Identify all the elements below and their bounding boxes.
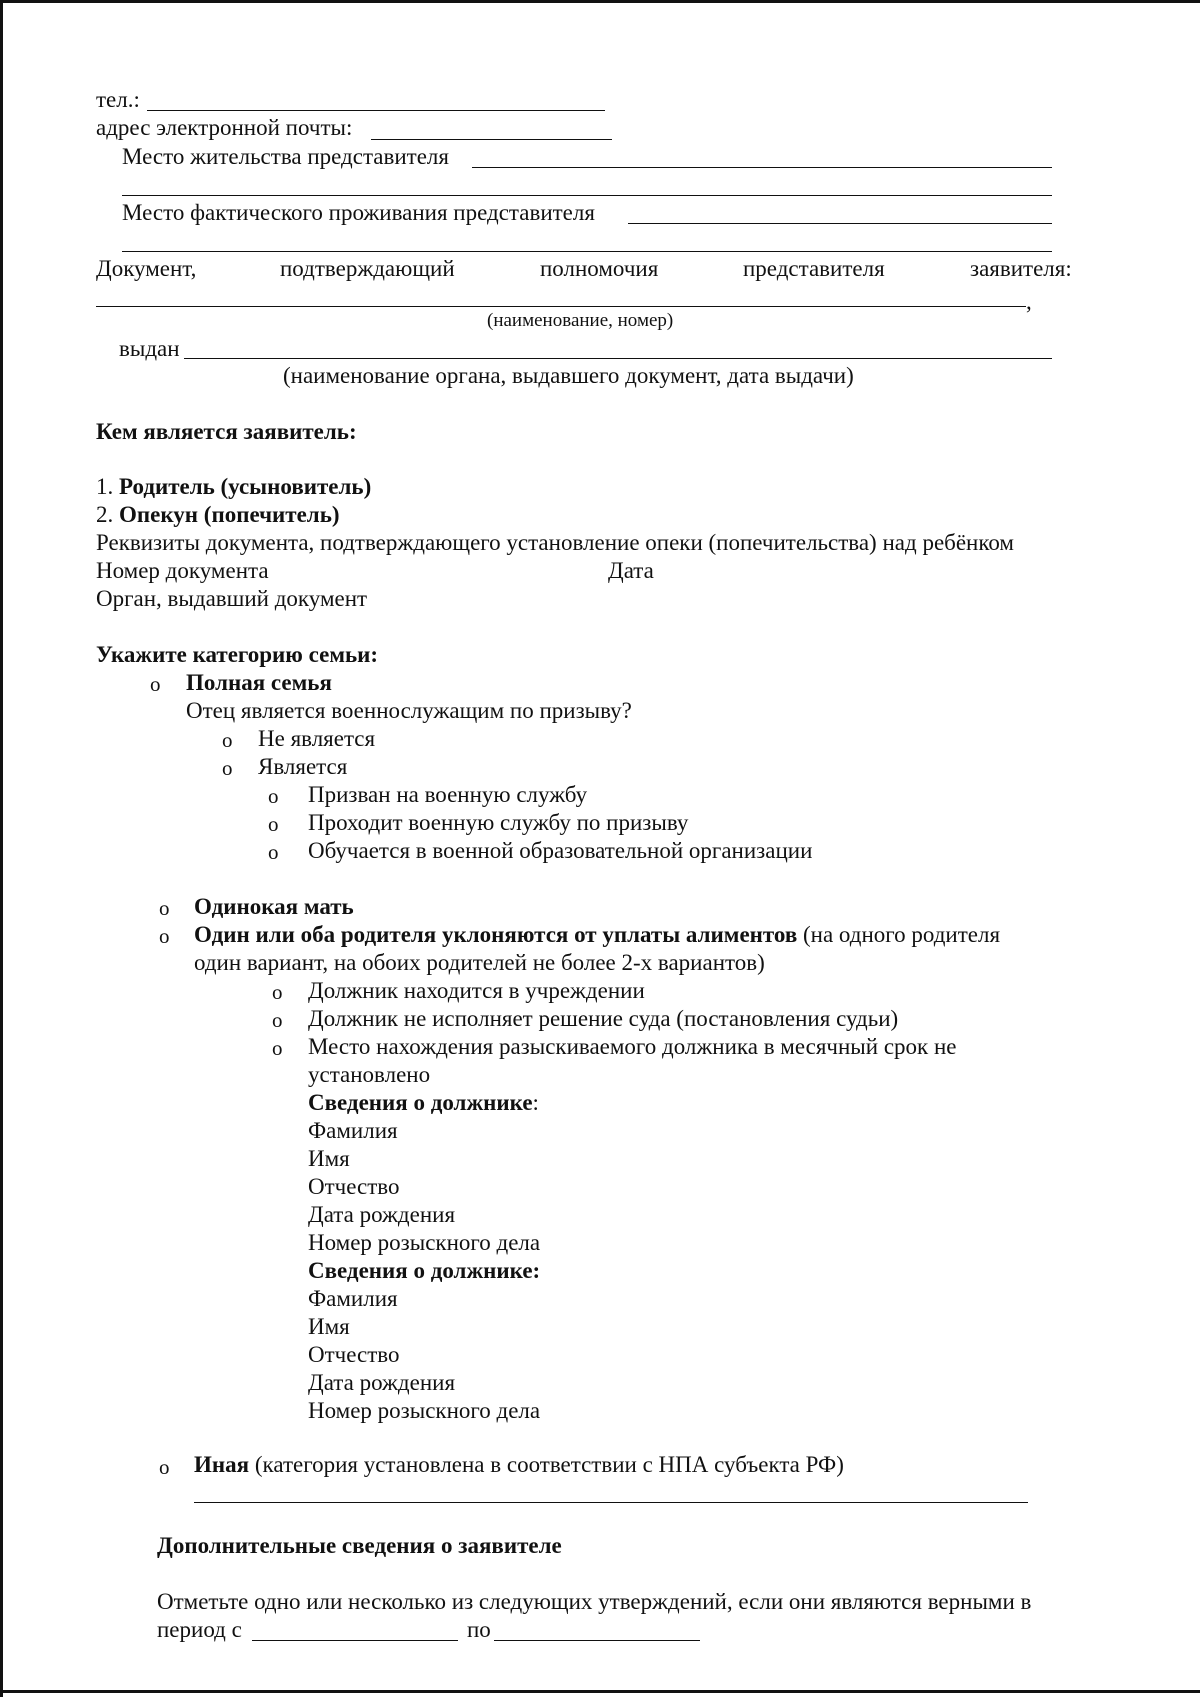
alimony-option-1: Должник находится в учреждении [308,978,645,1003]
alimony-option-3-cont: установлено [308,1062,431,1087]
alimony-option-3: Место нахождения разыскиваемого должника в месячный срок не [308,1034,957,1059]
radio-bullet-icon[interactable]: o [268,840,279,864]
radio-bullet-icon[interactable]: o [222,728,233,752]
conscript-option-3: Обучается в военной образовательной организации [308,838,813,863]
debtor-2-birthdate: Дата рождения [308,1370,456,1395]
radio-bullet-icon[interactable]: o [272,1036,283,1060]
doc-number-label: Номер документа [96,558,269,583]
debtor-1-birthdate: Дата рождения [308,1202,456,1227]
authority-doc-field[interactable] [96,306,1026,307]
radio-bullet-icon[interactable]: o [272,980,283,1004]
debtor-2-heading: Сведения о должнике: [308,1258,541,1283]
doc-date-label: Дата [608,558,654,583]
other-rest: (категория установлена в соответствии с НПА субъекта РФ) [249,1452,844,1477]
issuer-hint: (наименование органа, выдавшего документ, дата выдачи) [283,363,854,388]
option-number: 1. [96,474,114,499]
alimony-bold: Один или оба родителя уклоняются от уплаты алиментов [194,922,798,947]
radio-bullet-icon[interactable]: o [159,896,170,920]
authority-word-3: полномочия [540,256,659,281]
conscript-option-2: Проходит военную службу по призыву [308,810,689,835]
applicant-option-guardian[interactable] [96,503,340,526]
authority-word-5: заявителя: [970,256,1072,281]
guardianship-doc-label: Реквизиты документа, подтверждающего установление опеки (попечительства) над ребёнком [96,530,1014,555]
period-to-label: по [467,1617,491,1642]
radio-bullet-icon[interactable]: o [268,784,279,808]
period-to-field[interactable] [494,1640,700,1641]
other-bold: Иная [194,1452,250,1477]
option-full-family: Полная семья [186,670,332,695]
debtor-2-patronymic: Отчество [308,1342,400,1367]
option-number: 2. [96,502,114,527]
radio-bullet-icon[interactable]: o [159,924,170,948]
radio-bullet-icon[interactable]: o [159,1455,170,1479]
additional-instruction: Отметьте одно или несколько из следующих утверждений, если они являются верными в [157,1589,1032,1614]
page-border-top [0,0,1200,3]
debtor-1-colon: : [532,1090,539,1115]
option-not-conscript: Не является [258,726,376,751]
debtor-1-surname: Фамилия [308,1118,398,1143]
authority-word-4: представителя [743,256,885,281]
debtor-2-name: Имя [308,1314,350,1339]
conscript-option-1: Призван на военную службу [308,782,588,807]
authority-comma: , [1026,289,1032,314]
actual-residence-field-line2[interactable] [122,251,1052,252]
applicant-heading: Кем является заявитель: [96,419,357,444]
period-from-label: период с [157,1617,242,1642]
debtor-2-surname: Фамилия [308,1286,398,1311]
actual-residence-label: Место фактического проживания представителя [122,200,595,225]
debtor-1-heading-text: Сведения о должнике [308,1090,533,1115]
debtor-1-case-number: Номер розыскного дела [308,1230,541,1255]
additional-heading: Дополнительные сведения о заявителе [157,1533,562,1558]
authority-word-1: Документ, [96,256,197,281]
issued-label: выдан [119,336,180,361]
alimony-line2: один вариант, на обоих родителей не более 2-х вариантов) [194,950,765,975]
father-question: Отец является военнослужащим по призыву? [186,698,632,723]
radio-bullet-icon[interactable]: o [222,756,233,780]
option-is-conscript: Является [258,754,348,779]
radio-bullet-icon[interactable]: o [272,1008,283,1032]
debtor-1-name: Имя [308,1146,350,1171]
phone-field[interactable] [147,110,605,111]
alimony-option-2: Должник не исполняет решение суда (постановления судьи) [308,1006,899,1031]
email-label: адрес электронной почты: [96,115,353,140]
doc-issuer-label: Орган, выдавший документ [96,586,368,611]
residence-field-line2[interactable] [122,195,1052,196]
actual-residence-field[interactable] [628,223,1052,224]
alimony-rest: (на одного родителя [797,922,1001,947]
option-other [194,1453,844,1476]
debtor-1-patronymic: Отчество [308,1174,400,1199]
authority-word-2: подтверждающий [280,256,455,281]
debtor-1-heading [308,1091,539,1114]
family-heading: Укажите категорию семьи: [96,642,379,667]
residence-field[interactable] [472,167,1052,168]
radio-bullet-icon[interactable]: o [150,672,161,696]
debtor-2-case-number: Номер розыскного дела [308,1398,541,1423]
authority-hint-name-number: (наименование, номер) [487,310,674,331]
option-label: Опекун (попечитель) [119,502,340,527]
page-border-left [0,0,3,1697]
radio-bullet-icon[interactable]: o [268,812,279,836]
email-field[interactable] [371,139,612,140]
option-single-mother: Одинокая мать [194,894,354,919]
option-alimony [194,923,1000,946]
page-border-bottom [0,1690,1200,1693]
other-category-field[interactable] [194,1502,1028,1503]
issued-field[interactable] [184,358,1052,359]
option-label: Родитель (усыновитель) [119,474,372,499]
phone-label: тел.: [96,87,140,112]
period-from-field[interactable] [252,1640,458,1641]
residence-label: Место жительства представителя [122,144,449,169]
applicant-option-parent[interactable] [96,475,371,498]
